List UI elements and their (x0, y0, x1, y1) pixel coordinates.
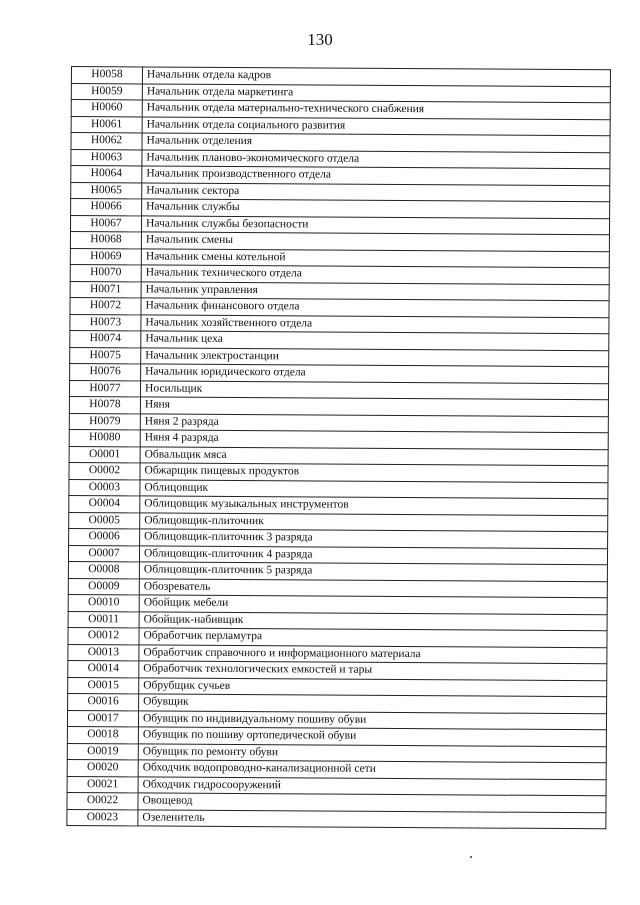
occupation-name: Облицовщик-плиточник 4 разряда (139, 545, 607, 564)
occupation-code: О0022 (67, 792, 138, 809)
table-row (67, 809, 606, 829)
occupation-code: О0019 (67, 743, 138, 760)
occupation-code: Н0069 (70, 248, 141, 265)
occupation-code: О0021 (67, 776, 138, 793)
occupation-name: Начальник технического отдела (141, 265, 609, 284)
occupation-name: Начальник планово-экономического отдела (142, 149, 610, 168)
occupation-code: О0016 (68, 693, 139, 710)
occupation-name: Обходчик водопроводно-канализационной сети (138, 760, 606, 779)
occupation-code: О0012 (68, 627, 139, 644)
occupation-name: Начальник электростанции (141, 347, 609, 366)
occupation-name: Обвальщик мяса (140, 446, 608, 465)
occupation-code: Н0065 (71, 182, 142, 199)
occupation-code: Н0070 (70, 264, 141, 281)
occupation-code: Н0062 (71, 133, 142, 150)
occupation-table-container (66, 66, 611, 829)
occupation-code: О0018 (67, 726, 138, 743)
occupation-code: Н0072 (70, 297, 141, 314)
occupation-name: Обувщик по ремонту обуви (138, 743, 606, 762)
occupation-code: О0014 (68, 660, 139, 677)
occupation-name: Начальник отделения (142, 133, 610, 152)
occupation-name: Обработчик справочного и информационного материала (139, 644, 607, 663)
occupation-name: Обойщик-набивщик (139, 611, 607, 630)
occupation-code: Н0058 (71, 67, 142, 84)
occupation-code: Н0064 (71, 166, 142, 183)
occupation-name: Няня (140, 397, 608, 416)
occupation-name: Облицовщик музыкальных инструментов (140, 496, 608, 515)
occupation-name: Обозреватель (139, 578, 607, 597)
occupation-code: О0001 (69, 446, 140, 463)
occupation-code: Н0073 (70, 314, 141, 331)
occupation-name: Обувщик (139, 694, 607, 713)
occupation-code: Н0059 (71, 83, 142, 100)
occupation-name: Няня 2 разряда (140, 413, 608, 432)
scan-speck (470, 856, 472, 858)
occupation-name: Овощевод (138, 793, 606, 812)
occupation-code: Н0079 (69, 413, 140, 430)
occupation-code: Н0074 (70, 330, 141, 347)
page-number: 130 (307, 30, 333, 49)
occupation-name: Обработчик перламутра (139, 628, 607, 647)
occupation-name: Обрубщик сучьев (139, 677, 607, 696)
occupation-code: Н0076 (70, 363, 141, 380)
occupation-name: Начальник сектора (142, 182, 610, 201)
occupation-code: О0008 (68, 561, 139, 578)
occupation-name: Няня 4 разряда (140, 430, 608, 449)
occupation-code: Н0066 (71, 199, 142, 216)
occupation-table-body (67, 67, 611, 829)
occupation-code: О0011 (68, 611, 139, 628)
occupation-name: Обходчик гидросооружений (138, 776, 606, 795)
occupation-name: Обойщик мебели (139, 595, 607, 614)
occupation-code: О0009 (68, 578, 139, 595)
occupation-code: Н0061 (71, 116, 142, 133)
occupation-code: Н0078 (69, 396, 140, 413)
occupation-code: Н0080 (69, 429, 140, 446)
occupation-name: Облицовщик-плиточник 5 разряда (139, 562, 607, 581)
occupation-code: О0013 (68, 644, 139, 661)
occupation-code: Н0077 (69, 380, 140, 397)
occupation-name: Начальник отдела материально-технического снабжения (142, 100, 610, 119)
occupation-name: Облицовщик-плиточник (140, 512, 608, 531)
occupation-code: О0020 (67, 759, 138, 776)
occupation-code: Н0067 (70, 215, 141, 232)
occupation-name: Начальник юридического отдела (141, 364, 609, 383)
occupation-name: Начальник производственного отдела (142, 166, 610, 185)
occupation-name: Начальник службы безопасности (141, 215, 609, 234)
occupation-name: Обувщик по индивидуальному пошиву обуви (138, 710, 606, 729)
occupation-name: Начальник отдела социального развития (142, 116, 610, 135)
occupation-name: Облицовщик-плиточник 3 разряда (140, 529, 608, 548)
occupation-name: Начальник отдела кадров (142, 67, 610, 86)
occupation-code: О0007 (68, 545, 139, 562)
occupation-code: О0005 (69, 512, 140, 529)
occupation-name: Обувщик по пошиву ортопедической обуви (138, 727, 606, 746)
occupation-name: Начальник службы (142, 199, 610, 218)
occupation-code: О0006 (69, 528, 140, 545)
occupation-name: Начальник смены (141, 232, 609, 251)
occupation-code: О0003 (69, 479, 140, 496)
occupation-code: Н0060 (71, 100, 142, 117)
occupation-code: О0017 (67, 710, 138, 727)
occupation-name: Носильщик (140, 380, 608, 399)
occupation-name: Начальник финансового отдела (141, 298, 609, 317)
occupation-code: Н0075 (70, 347, 141, 364)
occupation-name: Начальник отдела маркетинга (142, 83, 610, 102)
occupation-name: Обработчик технологических емкостей и тары (139, 661, 607, 680)
occupation-table (66, 66, 611, 829)
occupation-name: Озеленитель (138, 809, 606, 828)
occupation-code: О0002 (69, 462, 140, 479)
occupation-code: О0023 (67, 809, 138, 826)
occupation-code: Н0063 (71, 149, 142, 166)
occupation-name: Начальник цеха (141, 331, 609, 350)
occupation-code: О0015 (68, 677, 139, 694)
occupation-code: О0010 (68, 594, 139, 611)
occupation-name: Облицовщик (140, 479, 608, 498)
occupation-name: Начальник управления (141, 281, 609, 300)
occupation-code: Н0071 (70, 281, 141, 298)
occupation-name: Начальник смены котельной (141, 248, 609, 267)
occupation-code: О0004 (69, 495, 140, 512)
occupation-name: Начальник хозяйственного отдела (141, 314, 609, 333)
occupation-code: Н0068 (70, 231, 141, 248)
occupation-name: Обжарщик пищевых продуктов (140, 463, 608, 482)
